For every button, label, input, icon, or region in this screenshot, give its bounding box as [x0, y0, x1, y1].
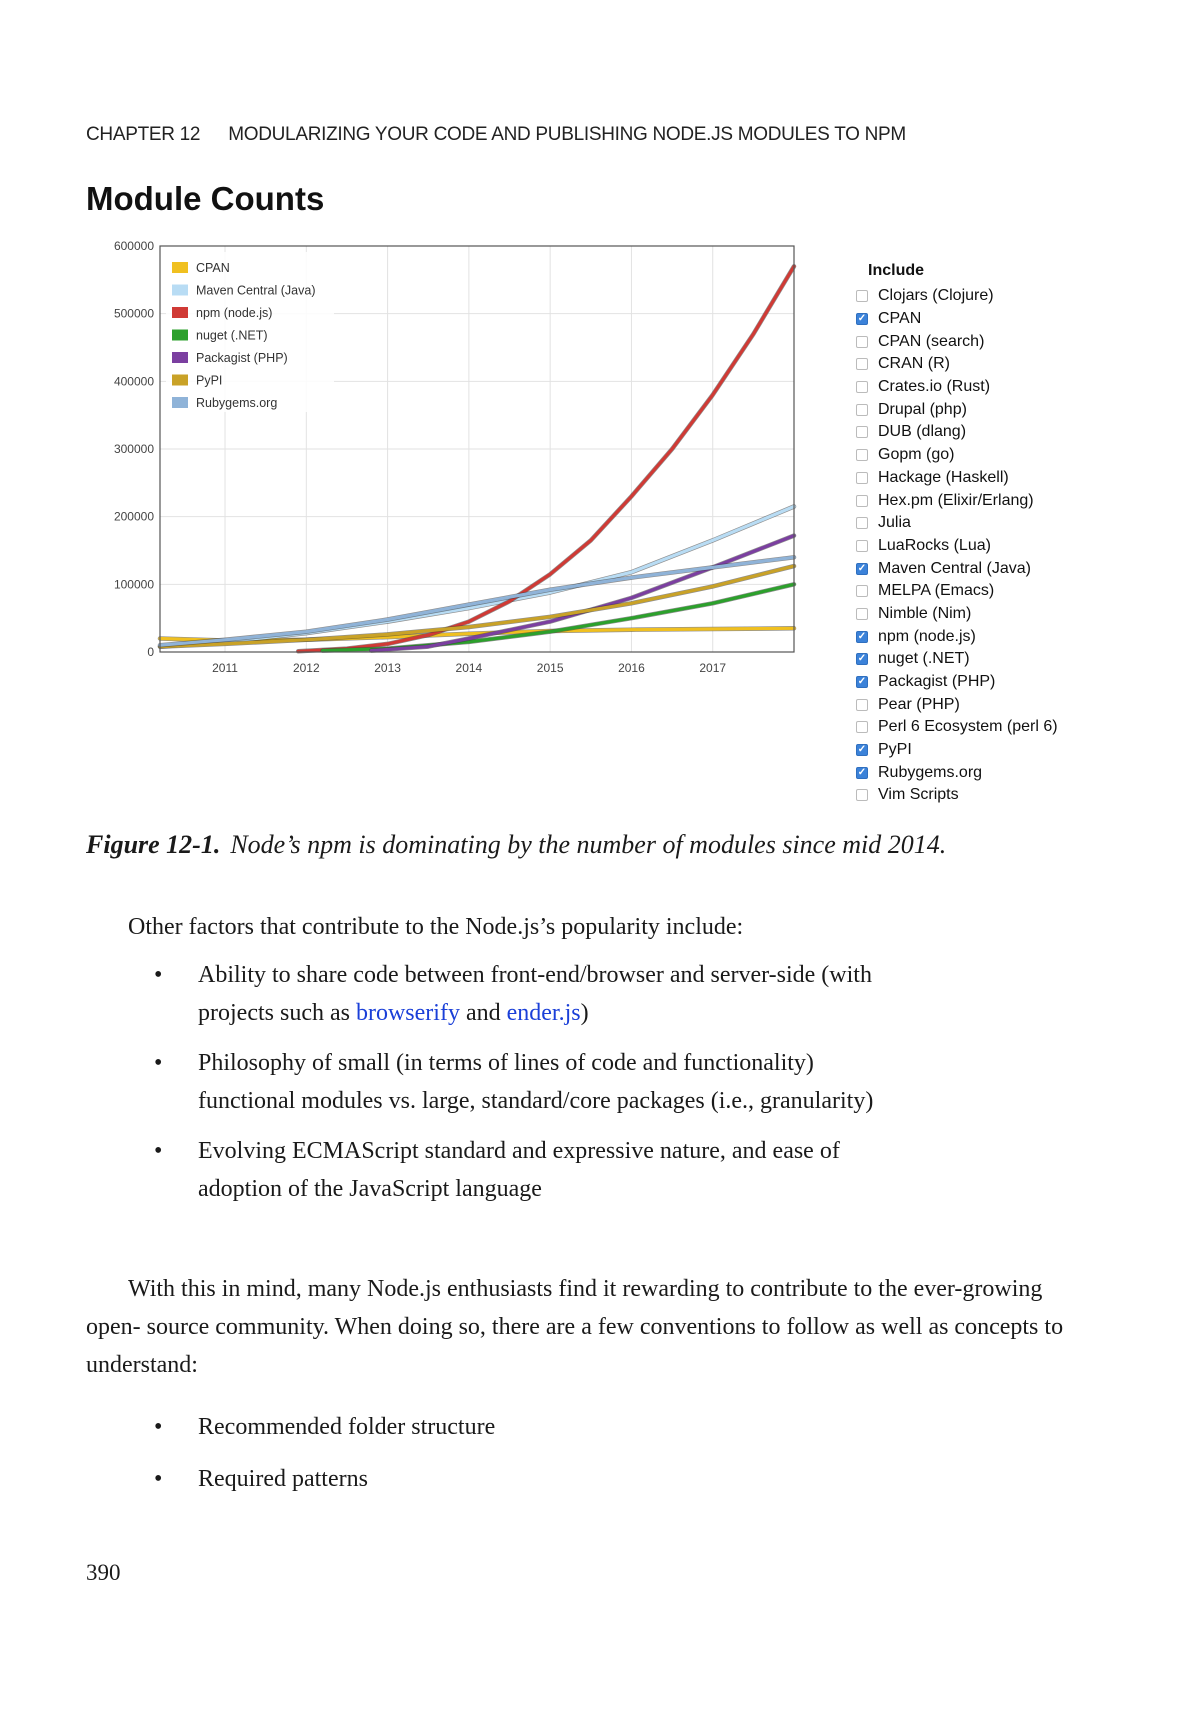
include-item[interactable] — [856, 648, 1058, 671]
bullet-text: and — [459, 1000, 507, 1026]
include-item[interactable] — [856, 308, 1058, 331]
include-checkbox[interactable] — [856, 449, 868, 461]
include-checkbox[interactable] — [856, 653, 868, 665]
include-checkbox[interactable] — [856, 631, 868, 643]
include-checkbox[interactable] — [856, 336, 868, 348]
legend-label: Rubygems.org — [196, 396, 278, 410]
list-item: • Evolving ECMAScript standard and expressive nature, and ease of adoption of the JavaScript language — [150, 1132, 918, 1208]
x-tick-label: 2014 — [455, 661, 483, 675]
running-head — [86, 124, 906, 146]
y-axis-ticks — [114, 239, 154, 659]
include-label: PyPI — [878, 741, 912, 759]
include-label: CRAN (R) — [878, 355, 950, 373]
include-label: Maven Central (Java) — [878, 559, 1031, 577]
legend-label: Maven Central (Java) — [196, 283, 316, 298]
x-tick-label: 2017 — [699, 661, 727, 675]
legend-swatch — [172, 375, 188, 386]
chart-title: Module Counts — [86, 180, 325, 217]
legend-label: CPAN — [196, 261, 230, 275]
include-checkbox[interactable] — [856, 472, 868, 484]
include-item[interactable] — [856, 421, 1058, 444]
x-tick-label: 2016 — [618, 661, 645, 675]
include-item[interactable] — [856, 398, 1058, 421]
list-item: • Philosophy of small (in terms of lines of code and functionality) functional modules vs. large, standard/core packages (i.e., granularity) — [150, 1044, 898, 1120]
include-checkbox[interactable] — [856, 767, 868, 779]
include-label: nuget (.NET) — [878, 650, 970, 668]
include-checkbox[interactable] — [856, 608, 868, 620]
include-label: Hex.pm (Elixir/Erlang) — [878, 491, 1034, 509]
include-label: Julia — [878, 514, 911, 532]
include-label: CPAN (search) — [878, 332, 985, 350]
include-label: Packagist (PHP) — [878, 673, 996, 691]
bullet-text: ) — [580, 1000, 589, 1026]
include-item[interactable] — [856, 512, 1058, 535]
include-item[interactable] — [856, 535, 1058, 558]
include-checkbox[interactable] — [856, 721, 868, 733]
include-checkbox[interactable] — [856, 789, 868, 801]
include-label: Rubygems.org — [878, 763, 983, 781]
include-label: Pear (PHP) — [878, 695, 960, 713]
include-label: Perl 6 Ecosystem (perl 6) — [878, 718, 1058, 736]
include-checkbox[interactable] — [856, 313, 868, 325]
include-item[interactable] — [856, 467, 1058, 490]
legend-label: nuget (.NET) — [196, 328, 268, 343]
y-tick-label: 0 — [147, 645, 154, 659]
include-item[interactable] — [856, 557, 1058, 580]
include-checkbox[interactable] — [856, 540, 868, 552]
body-paragraph: With this in mind, many Node.js enthusiasts find it rewarding to contribute to the ever-growing open- source community. When doing so, there are a few conventions to follow as well as concepts to understand: — [86, 1276, 1064, 1378]
include-item[interactable] — [856, 739, 1058, 762]
legend-label: npm (node.js) — [196, 306, 273, 320]
include-heading: Include — [868, 262, 925, 279]
include-label: Nimble (Nim) — [878, 604, 972, 622]
y-tick-label: 400000 — [113, 374, 154, 389]
legend-swatch — [172, 307, 188, 318]
y-tick-label: 500000 — [113, 306, 154, 321]
include-item[interactable] — [856, 784, 1058, 807]
legend-swatch — [172, 330, 188, 341]
intro-paragraph: Other factors that contribute to the Node.js’s popularity include: — [128, 914, 744, 940]
x-tick-label: 2013 — [374, 661, 401, 675]
include-item[interactable] — [856, 376, 1058, 399]
y-tick-label: 200000 — [113, 509, 154, 524]
include-checkbox[interactable] — [856, 381, 868, 393]
include-label: npm (node.js) — [878, 627, 976, 645]
legend-swatch — [172, 285, 188, 296]
include-checkbox[interactable] — [856, 744, 868, 756]
include-label: DUB (dlang) — [878, 423, 967, 441]
x-tick-label: 2012 — [292, 661, 320, 675]
chapter-label: CHAPTER 12 — [86, 124, 201, 145]
include-checkbox[interactable] — [856, 404, 868, 416]
include-checkbox[interactable] — [856, 290, 868, 302]
include-item[interactable] — [856, 603, 1058, 626]
list-item: • Required patterns — [150, 1460, 495, 1498]
figure-caption — [86, 830, 946, 860]
x-tick-label: 2011 — [212, 661, 238, 675]
include-label: MELPA (Emacs) — [878, 582, 995, 600]
x-tick-label: 2015 — [536, 661, 564, 675]
legend-label: Packagist (PHP) — [196, 351, 288, 365]
legend-swatch — [172, 352, 188, 363]
y-tick-label: 600000 — [113, 239, 154, 253]
list-item — [150, 956, 950, 1032]
legend-label: PyPI — [196, 373, 223, 388]
include-item[interactable] — [856, 693, 1058, 716]
include-checkbox[interactable] — [856, 517, 868, 529]
bullet-text: Ability to share code between front-end/browser and server-side (with projects such as — [198, 962, 872, 1026]
module-counts-chart — [86, 236, 806, 686]
include-checkbox[interactable] — [856, 699, 868, 711]
include-checkbox[interactable] — [856, 585, 868, 597]
include-checkbox[interactable] — [856, 495, 868, 507]
include-item[interactable] — [856, 580, 1058, 603]
include-label: Hackage (Haskell) — [878, 468, 1009, 486]
include-item[interactable] — [856, 671, 1058, 694]
enderjs-link[interactable]: ender.js — [506, 1000, 581, 1026]
x-axis-ticks — [212, 661, 726, 675]
include-checkbox[interactable] — [856, 563, 868, 575]
include-item[interactable] — [856, 285, 1058, 308]
figure-label: Figure 12-1. — [86, 830, 221, 859]
include-label: Drupal (php) — [878, 400, 967, 418]
browserify-link[interactable]: browserify — [355, 1000, 460, 1026]
include-label: Vim Scripts — [878, 786, 959, 804]
include-checkbox[interactable] — [856, 358, 868, 370]
list-item: • Recommended folder structure — [150, 1408, 495, 1446]
include-label: Clojars (Clojure) — [878, 287, 994, 305]
include-item[interactable] — [856, 353, 1058, 376]
chart-legend — [166, 252, 334, 412]
include-panel — [856, 262, 1058, 807]
include-item[interactable] — [856, 330, 1058, 353]
include-checkbox[interactable] — [856, 426, 868, 438]
include-item[interactable] — [856, 761, 1058, 784]
popularity-factors-list — [150, 956, 950, 1220]
conventions-list — [150, 1408, 495, 1512]
y-tick-label: 100000 — [113, 577, 154, 592]
include-label: Gopm (go) — [878, 446, 955, 464]
include-checkbox[interactable] — [856, 676, 868, 688]
page-number: 390 — [86, 1560, 121, 1585]
include-label: LuaRocks (Lua) — [878, 536, 991, 554]
include-label: CPAN — [878, 310, 922, 328]
include-label: Crates.io (Rust) — [878, 378, 991, 396]
figure-caption-text: Node’s npm is dominating by the number of modules since mid 2014. — [230, 830, 947, 859]
include-item[interactable] — [856, 716, 1058, 739]
include-item[interactable] — [856, 444, 1058, 467]
include-item[interactable] — [856, 625, 1058, 648]
legend-swatch — [172, 262, 188, 273]
chapter-title: MODULARIZING YOUR CODE AND PUBLISHING NODE.JS MODULES TO NPM — [228, 124, 906, 145]
include-list — [856, 285, 1058, 807]
y-tick-label: 300000 — [113, 442, 154, 456]
legend-swatch — [172, 397, 188, 408]
include-item[interactable] — [856, 489, 1058, 512]
